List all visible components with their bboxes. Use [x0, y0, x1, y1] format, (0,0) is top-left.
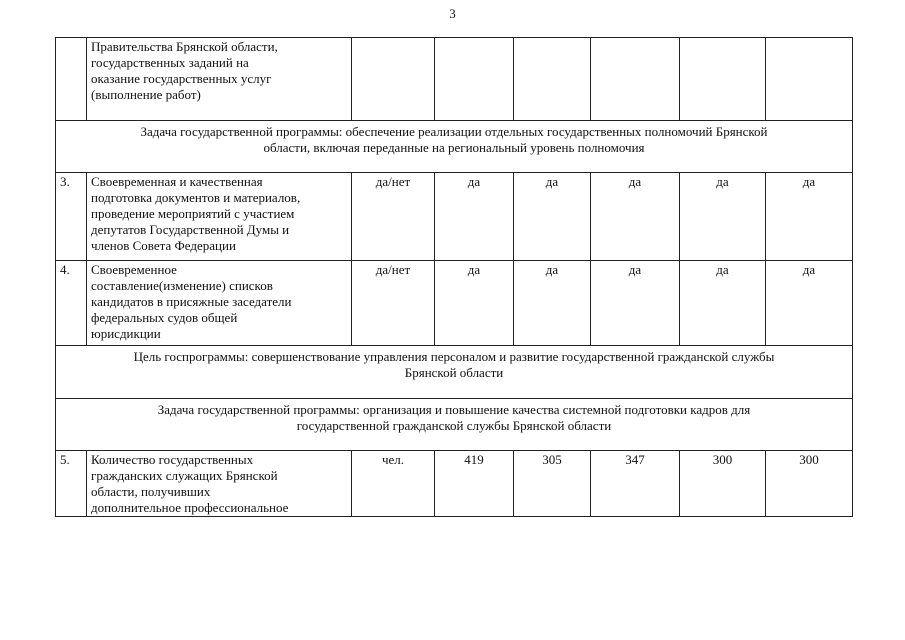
- description-line: составление(изменение) списков: [91, 278, 273, 293]
- task-heading: Задача государственной программы: обеспечение реализации отдельных государственных полномочий Брянской области, включая переданные на региональный уровень полномочия: [56, 121, 853, 173]
- description-line: кандидатов в присяжные заседатели: [91, 294, 292, 309]
- value-cell: да: [435, 261, 514, 346]
- value-cell: да: [591, 173, 680, 261]
- description-line: оказание государственных услуг: [91, 71, 272, 86]
- task-row: [56, 121, 853, 173]
- value-cell: да: [514, 261, 591, 346]
- value-cell: 419: [435, 451, 514, 517]
- description-line: Правительства Брянской области,: [91, 39, 278, 54]
- description-line: Количество государственных: [91, 452, 254, 467]
- table-row: [56, 261, 853, 346]
- value-cell: [435, 38, 514, 121]
- description-line: подготовка документов и материалов,: [91, 190, 301, 205]
- description-line: Своевременная и качественная: [91, 174, 263, 189]
- value-cell: да: [435, 173, 514, 261]
- table-row: [56, 173, 853, 261]
- value-cell: 300: [766, 451, 853, 517]
- description-line: дополнительное профессиональное: [91, 500, 289, 515]
- row-number: 3.: [56, 173, 87, 261]
- task-heading: Задача государственной программы: организация и повышение качества системной подготовки кадров для государственной гражданской службы Брянской области: [56, 399, 853, 451]
- value-cell: да: [514, 173, 591, 261]
- value-cell: 347: [591, 451, 680, 517]
- table-row: [56, 38, 853, 121]
- value-cell: [591, 38, 680, 121]
- value-cell: да: [766, 261, 853, 346]
- unit-cell: [352, 38, 435, 121]
- description-line: области, получивших: [91, 484, 211, 499]
- page-number: 3: [449, 6, 456, 21]
- indicator-description: [87, 451, 352, 517]
- task-row: [56, 399, 853, 451]
- indicator-description: [87, 38, 352, 121]
- value-cell: [680, 38, 766, 121]
- description-line: (выполнение работ): [91, 87, 201, 102]
- value-cell: да: [680, 261, 766, 346]
- description-line: депутатов Государственной Думы и: [91, 222, 290, 237]
- unit-cell: чел.: [352, 451, 435, 517]
- goal-heading: Цель госпрограммы: совершенствование управления персоналом и развитие государственной гражданской службы Брянской области: [56, 346, 853, 399]
- value-cell: да: [680, 173, 766, 261]
- description-line: гражданских служащих Брянской: [91, 468, 278, 483]
- row-number: [56, 38, 87, 121]
- value-cell: да: [766, 173, 853, 261]
- value-cell: 300: [680, 451, 766, 517]
- description-line: проведение мероприятий с участием: [91, 206, 295, 221]
- row-number: 4.: [56, 261, 87, 346]
- row-number: 5.: [56, 451, 87, 517]
- goal-row: [56, 346, 853, 399]
- description-line: членов Совета Федерации: [91, 238, 236, 253]
- unit-cell: да/нет: [352, 261, 435, 346]
- indicator-description: [87, 173, 352, 261]
- indicators-table: [55, 37, 853, 517]
- table-row: [56, 451, 853, 517]
- value-cell: [514, 38, 591, 121]
- description-line: юрисдикции: [91, 326, 161, 341]
- description-line: государственных заданий на: [91, 55, 249, 70]
- value-cell: [766, 38, 853, 121]
- value-cell: да: [591, 261, 680, 346]
- unit-cell: да/нет: [352, 173, 435, 261]
- description-line: Своевременное: [91, 262, 177, 277]
- value-cell: 305: [514, 451, 591, 517]
- indicator-description: [87, 261, 352, 346]
- description-line: федеральных судов общей: [91, 310, 238, 325]
